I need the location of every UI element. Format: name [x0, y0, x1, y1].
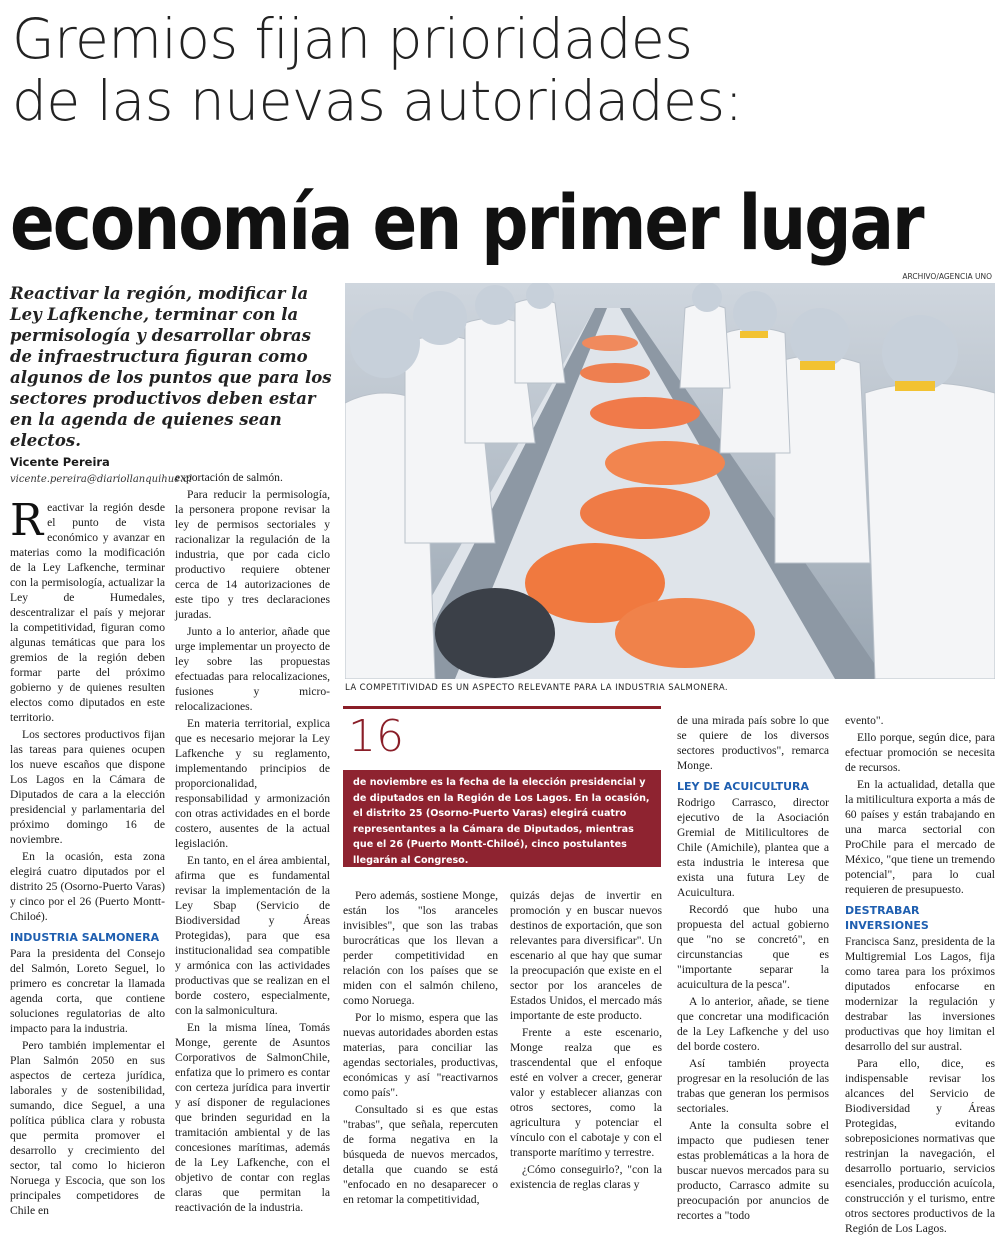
headline-line-2: de las nuevas autoridades: — [12, 69, 743, 133]
author-name: Vicente Pereira — [10, 455, 110, 469]
col3-paragraph: Por lo mismo, espera que las nuevas autoridades aborden estas materias, para conciliar las agendas sectoriales, productivas, económicas y así "reactivarnos como país". — [343, 1011, 498, 1099]
col5-paragraph: Recordó que hubo una propuesta del actual gobierno que "no se concretó", en circunstancias que es "importante separar la acuicultura de la pesca". — [677, 903, 829, 991]
col6-paragraph: Para ello, dice, es indispensable revisar los alcances del Servicio de Biodiversidad y Áreas Protegidas, evitando sobreposiciones normativas que restrinjan la navegación, el desarrollo portuario, servicios esenciales, producción acuícola, construcción y el turismo, entre otros sectores productivos de la Región de Los Lagos. — [845, 1057, 995, 1235]
photo-credit: ARCHIVO/AGENCIA UNO — [902, 272, 992, 281]
col5-paragraph: Rodrigo Carrasco, director ejecutivo de la Asociación Gremial de Mitilicultores de Chile (Amichile), plantea que a esta industria le interesa que exista una futura Ley de Acuicultura. — [677, 796, 829, 899]
column-2 — [175, 470, 330, 1217]
box-rule — [343, 706, 661, 709]
col1-first-paragraph — [10, 495, 165, 725]
salmon-plant-photo — [345, 283, 995, 679]
col5-paragraph: Ante la consulta sobre el impacto que pudiesen tener estas problemáticas a la hora de buscar nuevos mercados para su producto, Carrasco admite su preocupación por anuncios de recortes a "todo — [677, 1119, 829, 1222]
col1-paragraph: Para la presidenta del Consejo del Salmón, Loreto Seguel, lo primero es concretar la llamada agenda corta, que contiene soluciones regulatorias de alto impacto para la industria. — [10, 947, 165, 1035]
box-text: de noviembre es la fecha de la elección presidencial y de diputados en la Región de Los Lagos. En la ocasión, el distrito 25 (Osorno-Puerto Varas) elegirá cuatro representantes a la Cámara de Diputados, mientras que el 26 (Puerto Montt-Chiloé), cinco postulantes llegarán al Congreso. — [343, 770, 661, 867]
col6-paragraph: evento". — [845, 714, 884, 727]
column-5 — [677, 713, 829, 1225]
col5-paragraph: Así también proyecta progresar en la resolución de las trabas que generan los permisos sectoriales. — [677, 1057, 829, 1115]
column-3 — [343, 888, 498, 1209]
column-4 — [510, 888, 662, 1194]
col2-paragraph: En tanto, en el área ambiental, afirma que es fundamental revisar la implementación de la Ley Sbap (Servicio de Biodiversidad y Áreas Protegidas), para que esa institucionalidad sea compatible y armónica con las actividades productivas que se realizan en el borde costero, especialmente, con la salmonicultura. — [175, 854, 330, 1017]
subheading-ley-de-acuicultura: LEY DE ACUICULTURA — [677, 780, 810, 793]
col1-paragraph: En la ocasión, esta zona elegirá cuatro diputados por el distrito 25 (Osorno-Puerto Varas) y cinco por el 26 (Puerto Montt-Chiloé). — [10, 850, 165, 923]
col1-paragraph: Los sectores productivos fijan las tareas para quienes ocupen los nueve escaños que dispone Los Lagos en la Cámara de Diputados de cara a la elección presidencial y parlamentaria del próximo domingo 16 de noviembre. — [10, 728, 165, 846]
headline-line-1: Gremios fijan prioridades — [12, 7, 693, 71]
col2-paragraph: Junto a lo anterior, añade que urge implementar un proyecto de ley sobre las propuestas efectuadas para relocalizaciones, fusiones y micro-relocalizaciones. — [175, 625, 330, 713]
lead-paragraph: Reactivar la región, modificar la Ley Lafkenche, terminar con la permisología y desarrollar obras de infraestructura figuran como algunos de los puntos que para los sectores productivos deben estar en la agenda de quienes sean electos. — [10, 284, 332, 450]
subheading-destrabar-inversiones: DESTRABAR INVERSIONES — [845, 904, 929, 932]
col1-text: eactivar la región desde el punto de vista económico y avanzar en materias como la modificación de la Ley Lafkenche, terminar con la permisología, actualizar la Ley de Humedales, descentralizar el país y mejorar la competitividad, figuran como algunas temáticas que para los gremios de la región deben formar parte del próximo gobierno y de quienes resulten electos como diputados en este territorio. — [10, 501, 165, 724]
col6-paragraph: Ello porque, según dice, para efectuar promoción se necesita de recursos. — [845, 731, 995, 774]
headline-line-3: economía en primer lugar — [10, 178, 923, 268]
col4-paragraph: ¿Cómo conseguirlo?, "con la existencia de reglas claras y — [510, 1163, 662, 1191]
col5-paragraph: de una mirada país sobre lo que se quiere de los diversos sectores productivos", remarca Monge. — [677, 714, 829, 772]
col2-paragraph: exportación de salmón. — [175, 471, 283, 484]
photo-illustration — [345, 283, 995, 679]
col1-paragraph: Pero también implementar el Plan Salmón 2050 en sus aspectos de certeza jurídica, laborales y de sostenibilidad, sumando, dice Seguel, a una política pública clara y robusta que permita promover el desarrollo y crecimiento del sector, tal como lo hicieron Noruega y Escocia, que son los principales competidores de Chile en — [10, 1039, 165, 1217]
drop-cap: R — [10, 495, 44, 546]
box-number: 16 — [348, 711, 404, 762]
photo-caption: LA COMPETITIVIDAD ES UN ASPECTO RELEVANTE PARA LA INDUSTRIA SALMONERA. — [345, 683, 729, 693]
col2-paragraph: En la misma línea, Tomás Monge, gerente de Asuntos Corporativos de SalmonChile, enfatiza que lo primero es contar con certeza jurídica para invertir y así disponer de regulaciones que brinden seguridad en la tramitación ambiental y de las concesiones marítimas, además de la Ley Lafkenche, con el objetivo de contar con reglas claras que permitan la reactivación de la industria. — [175, 1021, 330, 1214]
col3-paragraph: Pero además, sostiene Monge, están los "los aranceles invisibles", que son las trabas burocráticas que los llevan a perder competitividad en relación con los países que se miden con el salmón chileno, como Noruega. — [343, 889, 498, 1007]
col6-paragraph: Francisca Sanz, presidenta de la Multigremial Los Lagos, fija como tarea para los próximos diputados enfocarse en modernizar la regulación y destrabar las inversiones productivas que hoy limitan el desarrollo del sur austral. — [845, 935, 995, 1053]
col2-paragraph: Para reducir la permisología, la personera propone revisar la ley de permisos sectoriales y racionalizar la regulación de la industria, que por cada ciclo productivo requiere obtener cerca de 14 autorizaciones de este tipo y tres declaraciones juradas. — [175, 488, 330, 621]
col3-paragraph: Consultado si es que estas "trabas", que señala, repercuten de forma negativa en la búsqueda de nuevos mercados, detalla que cuando se está "enfocado en no desaparecer o en retomar la competitividad, — [343, 1103, 498, 1206]
col2-paragraph: En materia territorial, explica que es necesario mejorar la Ley Lafkenche y su reglamento, implementando principios de proporcionalidad, responsabilidad y armonización con otras actividades en el borde costero, ausentes de la actual legislación. — [175, 717, 330, 850]
col6-paragraph: En la actualidad, detalla que la mitilicultura exporta a más de 60 países y están trabajando en una marca sectorial con ProChile para el mercado de México, "que tiene un tremendo potencial", para lo cual requieren de presupuesto. — [845, 778, 995, 896]
column-1 — [10, 495, 165, 1220]
author-email: vicente.pereira@diariollanquihue.cl — [10, 474, 193, 485]
col4-paragraph: Frente a este escenario, Monge realza que es trascendental que el enfoque esté en volver a crecer, generar valor y establecer alianzas con otros sectores, como la agricultura y potenciar el vínculo con el cabotaje y con el transporte marítimo y terrestre. — [510, 1026, 662, 1159]
col4-paragraph: quizás dejas de invertir en promoción y en buscar nuevos destinos de exportación, que son relevantes para diversificar". Un escenario al que hay que sumar la preocupación que existe en el sector por los aranceles de Estados Unidos, el mercado más importante de este producto. — [510, 889, 662, 1022]
col5-paragraph: A lo anterior, añade, se tiene que concretar una modificación de la Ley Lafkenche y del uso del borde costero. — [677, 995, 829, 1053]
column-6 — [845, 713, 995, 1238]
subheading-industria-salmonera: INDUSTRIA SALMONERA — [10, 931, 160, 944]
